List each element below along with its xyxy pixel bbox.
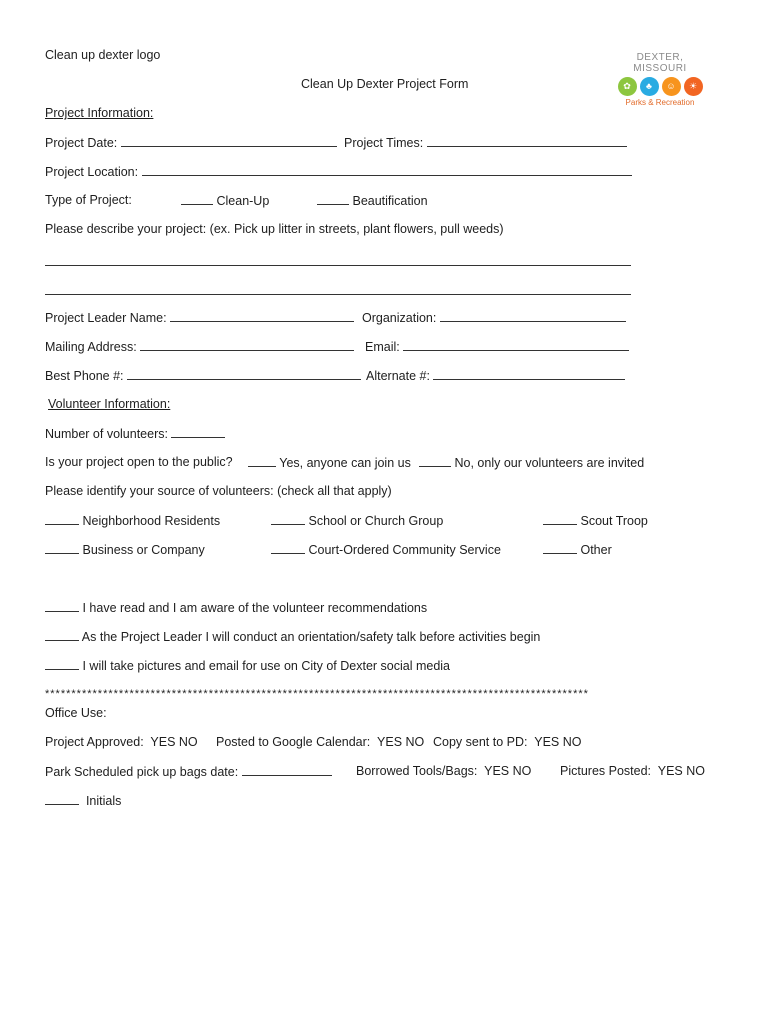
phone-label: Best Phone #: xyxy=(45,369,124,383)
source-label: Court-Ordered Community Service xyxy=(308,543,501,557)
google-calendar-row xyxy=(216,735,424,749)
source-option-court-ordered xyxy=(271,542,501,557)
describe-project-label: Please describe your project: (ex. Pick up litter in streets, plant flowers, pull weeds) xyxy=(45,222,504,236)
tree-icon: ♣ xyxy=(640,77,659,96)
initials-field[interactable] xyxy=(45,793,79,805)
yes-option[interactable]: YES xyxy=(150,735,176,749)
volunteer-info-heading: Volunteer Information: xyxy=(48,397,171,411)
pickup-date-label: Park Scheduled pick up bags date: xyxy=(45,765,239,779)
type-beautification-option xyxy=(317,193,428,208)
project-times-label: Project Times: xyxy=(344,136,424,150)
project-info-heading: Project Information: xyxy=(45,106,154,120)
alternate-label: Alternate #: xyxy=(366,369,430,383)
pickup-date-row xyxy=(45,764,332,779)
pictures-posted-label: Pictures Posted: xyxy=(560,764,652,778)
project-date-row xyxy=(45,135,337,150)
source-checkbox[interactable] xyxy=(45,513,79,525)
project-date-field[interactable] xyxy=(121,135,337,147)
organization-row xyxy=(362,310,626,325)
project-times-field[interactable] xyxy=(427,135,627,147)
form-title: Clean Up Dexter Project Form xyxy=(301,77,469,91)
project-location-label: Project Location: xyxy=(45,165,139,179)
source-option-business xyxy=(45,542,205,557)
open-yes-label: Yes, anyone can join us xyxy=(279,456,411,470)
yes-option[interactable]: YES xyxy=(377,735,403,749)
acknowledgement-label: As the Project Leader I will conduct an orientation/safety talk before activities begin xyxy=(81,630,541,644)
dexter-parks-logo xyxy=(612,52,708,107)
people-icon: ☺ xyxy=(662,77,681,96)
organization-label: Organization: xyxy=(362,311,437,325)
type-beautification-label: Beautification xyxy=(352,194,428,208)
source-checkbox[interactable] xyxy=(543,542,577,554)
source-label: Neighborhood Residents xyxy=(82,514,221,528)
alternate-field[interactable] xyxy=(433,368,625,380)
acknowledgement-checkbox[interactable] xyxy=(45,658,79,670)
mailing-row xyxy=(45,339,354,354)
project-type-label: Type of Project: xyxy=(45,193,132,207)
yes-option[interactable]: YES xyxy=(657,764,683,778)
yes-option[interactable]: YES xyxy=(484,764,510,778)
office-separator: ******************************************************************************************************* xyxy=(45,688,589,700)
leader-field[interactable] xyxy=(170,310,354,322)
no-option[interactable]: NO xyxy=(562,735,582,749)
type-cleanup-label: Clean-Up xyxy=(216,194,270,208)
leader-label: Project Leader Name: xyxy=(45,311,167,325)
yes-option[interactable]: YES xyxy=(534,735,560,749)
project-approved-label: Project Approved: xyxy=(45,735,144,749)
mailing-field[interactable] xyxy=(140,339,354,351)
acknowledgement-item xyxy=(45,658,450,673)
no-option[interactable]: NO xyxy=(405,735,425,749)
email-field[interactable] xyxy=(403,339,629,351)
copy-pd-label: Copy sent to PD: xyxy=(433,735,528,749)
volunteer-count-row xyxy=(45,426,225,441)
source-option-neighborhood xyxy=(45,513,220,528)
office-use-heading: Office Use: xyxy=(45,706,107,720)
sun-icon: ☀ xyxy=(684,77,703,96)
acknowledgement-checkbox[interactable] xyxy=(45,600,79,612)
leader-row xyxy=(45,310,354,325)
description-line-2[interactable] xyxy=(45,294,631,295)
copy-pd-row xyxy=(433,735,581,749)
source-option-other xyxy=(543,542,612,557)
source-label: Scout Troop xyxy=(580,514,648,528)
acknowledgement-checkbox[interactable] xyxy=(45,629,79,641)
phone-field[interactable] xyxy=(127,368,361,380)
open-no-checkbox[interactable] xyxy=(419,455,451,467)
no-option[interactable]: NO xyxy=(512,764,532,778)
source-label: Other xyxy=(580,543,612,557)
source-checkbox[interactable] xyxy=(271,542,305,554)
logo-bottom-text: Parks & Recreation xyxy=(625,98,695,107)
type-cleanup-checkbox[interactable] xyxy=(181,193,213,205)
acknowledgement-label: I have read and I am aware of the volunteer recommendations xyxy=(82,601,428,615)
email-label: Email: xyxy=(365,340,400,354)
pictures-posted-row xyxy=(560,764,705,778)
initials-label: Initials xyxy=(85,794,122,808)
pickup-date-field[interactable] xyxy=(242,764,332,776)
type-cleanup-option xyxy=(181,193,269,208)
initials-row xyxy=(45,793,121,808)
open-no-option xyxy=(419,455,644,470)
phone-row xyxy=(45,368,361,383)
leaf-icon: ✿ xyxy=(618,77,637,96)
project-date-label: Project Date: xyxy=(45,136,118,150)
alternate-row xyxy=(366,368,625,383)
source-label: Business or Company xyxy=(82,543,205,557)
open-no-label: No, only our volunteers are invited xyxy=(454,456,645,470)
volunteer-count-label: Number of volunteers: xyxy=(45,427,168,441)
type-beautification-checkbox[interactable] xyxy=(317,193,349,205)
no-option[interactable]: NO xyxy=(178,735,198,749)
source-checkbox[interactable] xyxy=(271,513,305,525)
volunteer-count-field[interactable] xyxy=(171,426,225,438)
description-line-1[interactable] xyxy=(45,265,631,266)
open-public-label: Is your project open to the public? xyxy=(45,455,233,469)
borrowed-tools-row xyxy=(356,764,531,778)
source-option-scout-troop xyxy=(543,513,648,528)
acknowledgement-item xyxy=(45,629,540,644)
logo-top-text: DEXTER, MISSOURI xyxy=(633,52,687,74)
no-option[interactable]: NO xyxy=(686,764,705,778)
source-label: School or Church Group xyxy=(308,514,444,528)
project-approved-row xyxy=(45,735,198,749)
source-checkbox[interactable] xyxy=(45,542,79,554)
open-yes-checkbox[interactable] xyxy=(248,455,276,467)
logo-placeholder-text: Clean up dexter logo xyxy=(45,48,161,62)
mailing-label: Mailing Address: xyxy=(45,340,137,354)
acknowledgement-label: I will take pictures and email for use on City of Dexter social media xyxy=(82,659,451,673)
project-location-field[interactable] xyxy=(142,164,632,176)
source-checkbox[interactable] xyxy=(543,513,577,525)
source-option-school-church xyxy=(271,513,443,528)
organization-field[interactable] xyxy=(440,310,626,322)
borrowed-tools-label: Borrowed Tools/Bags: xyxy=(356,764,478,778)
email-row xyxy=(365,339,629,354)
project-location-row xyxy=(45,164,632,179)
project-times-row xyxy=(344,135,627,150)
google-calendar-label: Posted to Google Calendar: xyxy=(216,735,371,749)
acknowledgement-item xyxy=(45,600,427,615)
volunteer-source-label: Please identify your source of volunteers: (check all that apply) xyxy=(45,484,392,498)
open-yes-option xyxy=(248,455,411,470)
